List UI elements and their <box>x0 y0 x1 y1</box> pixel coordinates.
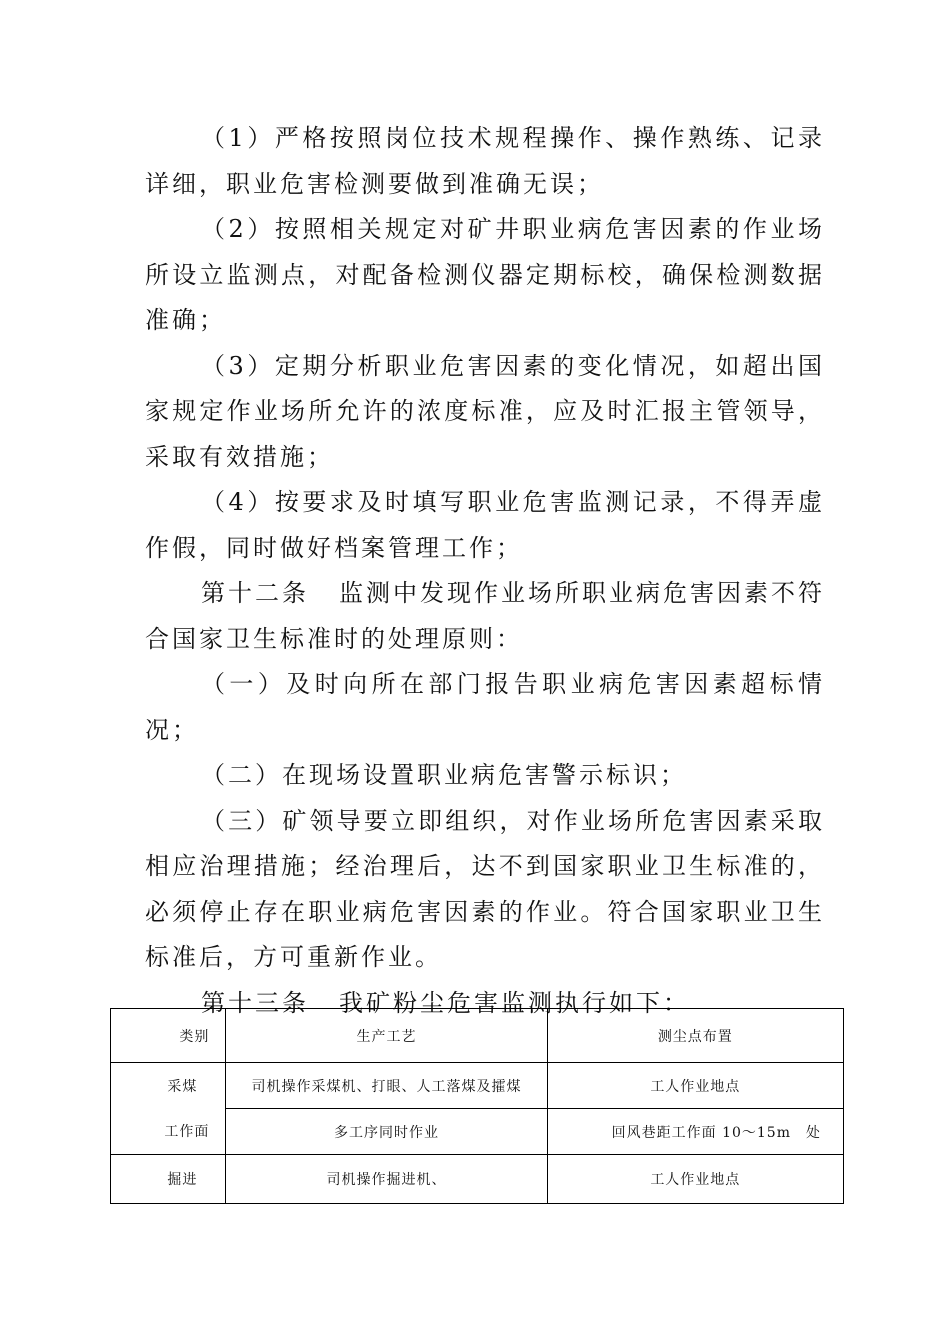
principle-2: （二）在现场设置职业病危害警示标识； <box>201 761 687 789</box>
table-cell: 多工序同时作业 <box>226 1109 547 1155</box>
dust-monitoring-table <box>110 1008 844 1204</box>
article-12 <box>145 571 825 662</box>
table-cell: 工人作业地点 <box>547 1063 843 1109</box>
paragraph-3: （3）定期分析职业危害因素的变化情况，如超出国家规定作业场所允许的浓度标准，应及时汇报主管领导，采取有效措施； <box>145 351 825 471</box>
table-cell: 司机操作采煤机、打眼、人工落煤及攉煤 <box>226 1063 547 1109</box>
table-cell: 掘进 <box>111 1155 226 1204</box>
table-cell: 采煤 <box>111 1063 226 1109</box>
article-13-number: 第十三条 <box>201 988 309 1017</box>
principle-3: （三）矿领导要立即组织，对作业场所危害因素采取相应治理措施；经治理后，达不到国家职业卫生标准的，必须停止存在职业病危害因素的作业。符合国家职业卫生标准后，方可重新作业。 <box>145 806 825 971</box>
table-cell: 回风巷距工作面 10～15m 处 <box>547 1109 843 1155</box>
table-header-cell: 测尘点布置 <box>547 1009 843 1063</box>
table-header-row <box>111 1009 844 1063</box>
table-cell: 工人作业地点 <box>547 1155 843 1204</box>
table-cell: 司机操作掘进机、 <box>226 1155 547 1204</box>
principle-1: （一）及时向所在部门报告职业病危害因素超标情况； <box>145 670 825 744</box>
paragraph-2: （2）按照相关规定对矿井职业病危害因素的作业场所设立监测点，对配备检测仪器定期标校，确保检测数据准确； <box>145 215 825 334</box>
table-cell: 工作面 <box>111 1109 226 1155</box>
paragraph-1: （1）严格按照岗位技术规程操作、操作熟练、记录详细，职业危害检测要做到准确无误； <box>145 124 825 198</box>
article-12-text: 监测中发现作业场所职业病危害因素不符合国家卫生标准时的处理原则： <box>145 579 825 653</box>
paragraph-4: （4）按要求及时填写职业危害监测记录，不得弄虚作假，同时做好档案管理工作； <box>145 488 825 562</box>
article-13-text: 我矿粉尘危害监测执行如下： <box>339 988 690 1017</box>
table-header-cell: 生产工艺 <box>226 1009 547 1063</box>
table-row <box>111 1109 844 1155</box>
table-row <box>111 1155 844 1204</box>
table-row <box>111 1063 844 1109</box>
table-header-cell: 类别 <box>111 1009 226 1063</box>
document-body <box>145 116 825 1026</box>
article-12-number: 第十二条 <box>201 579 309 607</box>
